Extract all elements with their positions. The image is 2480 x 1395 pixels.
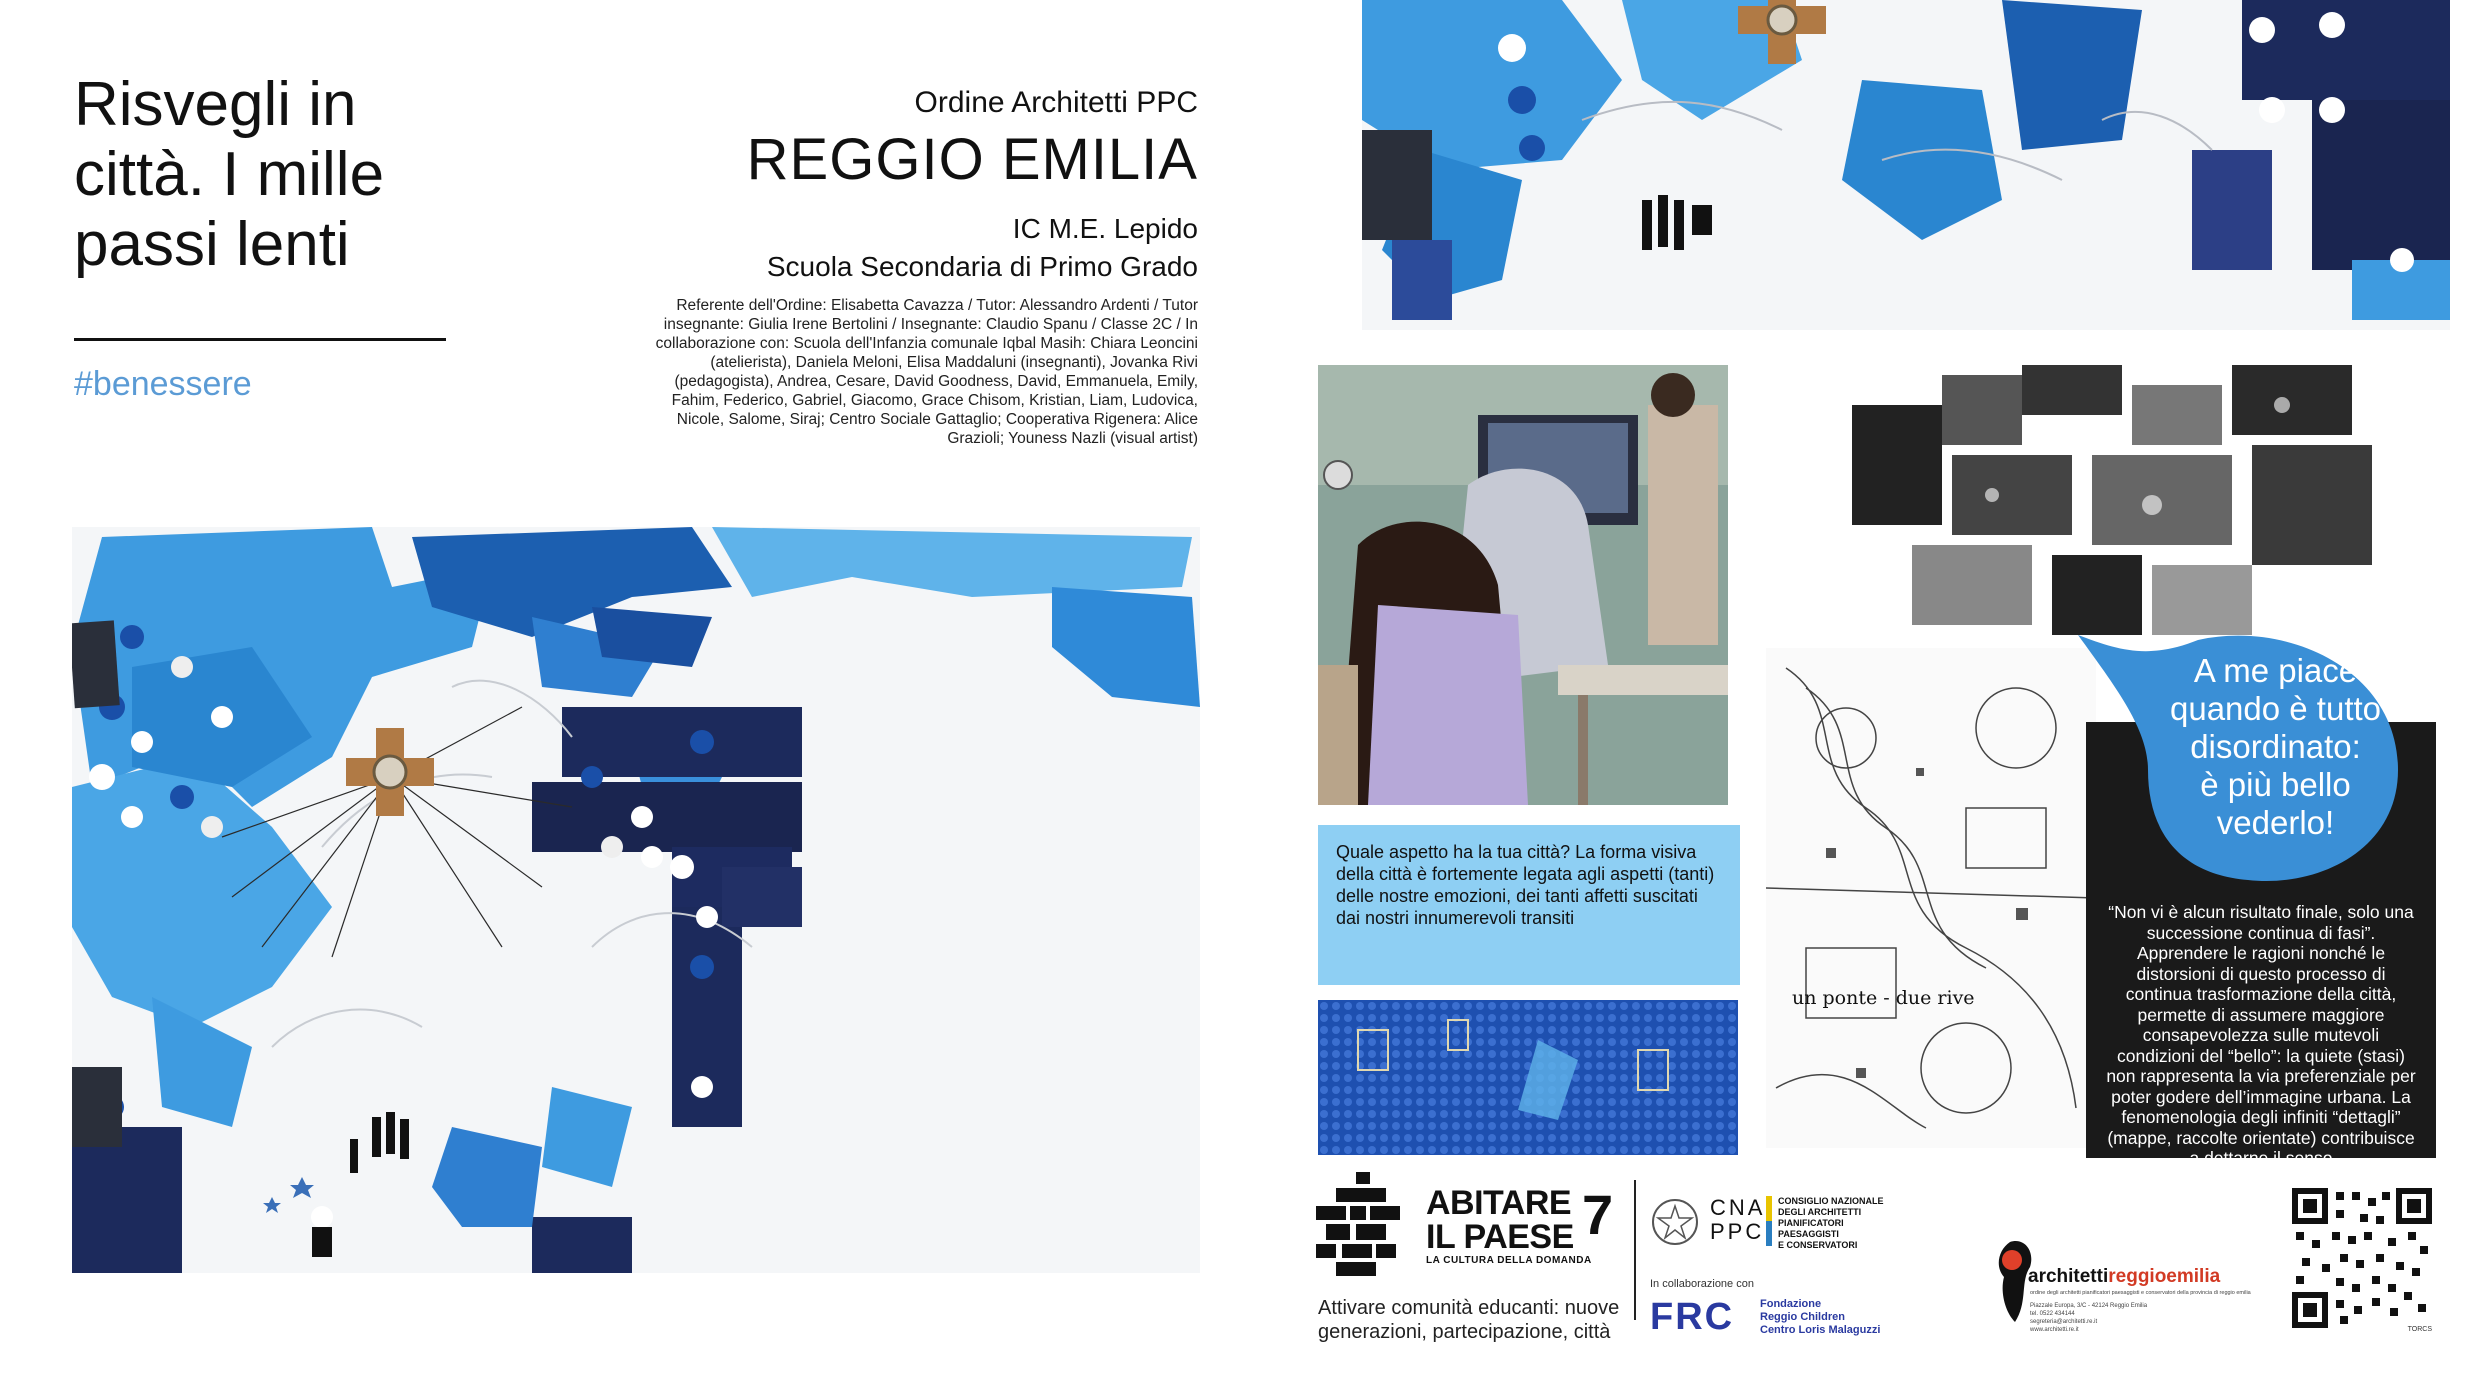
ar-addr1: Piazzale Europa, 3/C - 42124 Reggio Emilia: [2030, 1303, 2148, 1309]
school-heading: [620, 210, 1198, 286]
frc-logo: FRC: [1650, 1296, 1735, 1338]
cna-block: [1650, 1196, 1930, 1356]
cna-bottom: PPC: [1710, 1219, 1765, 1244]
cna-top: CNA: [1710, 1195, 1766, 1220]
cna-text2: DEGLI ARCHITETTI: [1778, 1207, 1862, 1217]
bubble-line2: quando è tutto: [2169, 690, 2382, 727]
abitare-line2: IL PAESE: [1426, 1218, 1574, 1256]
qr-code-icon: [2292, 1188, 2432, 1328]
cna-color-bar: [1766, 1196, 1772, 1246]
page-title: Risvegli in città. I mille passi lenti: [74, 70, 385, 279]
ar-addr4: www.architetti.re.it: [2030, 1327, 2079, 1333]
ar-addr2: tel. 0522 434144: [2030, 1311, 2075, 1317]
org-line1: Ordine Architetti PPC: [914, 86, 1198, 119]
bubble-line4: è più bello: [2200, 766, 2351, 803]
main-artwork: [72, 527, 1200, 1273]
frc-line2: Reggio Children: [1760, 1311, 1845, 1323]
footer-description: Attivare comunità educanti: nuove generazioni, partecipazione, città: [1318, 1297, 1620, 1343]
credits-text: Referente dell'Ordine: Elisabetta Cavazza / Tutor: Alessandro Ardenti / Tutor insegnante: Giulia Irene Bertolini / Insegnante: Claudio Spanu / Classe 2C / In collaborazione con: Scuola dell'Infanzia comunale Iqbal Masih: Chiara Leoncini (atelierista), Daniela Meloni, Elisa Maddaluni (insegnanti), Jovanka Rivi (pedagogista), Andrea, Cesare, David Goodness, David, Emmanuela, Emily, Fahim, Federico, Gabriel, Giacomo, Grace Chisom, Kristian, Liam, Ludovica, Nicole, Salome, Siraj; Centro Sociale Gattaglio; Cooperativa Rigenera: Alice Grazioli; Youness Nazli (visual artist): [655, 297, 1198, 447]
bubble-line1: A me piace: [2193, 652, 2358, 689]
hashtag: #benessere: [74, 365, 252, 403]
bubble-line3: disordinato:: [2190, 728, 2361, 765]
cna-text3: PIANIFICATORI: [1778, 1218, 1844, 1228]
qr-code[interactable]: [2292, 1188, 2432, 1333]
abitare-line1: ABITARE: [1426, 1184, 1572, 1222]
cna-text4: PAESAGGISTI: [1778, 1229, 1839, 1239]
org-heading: [620, 86, 1198, 193]
cna-text1: CONSIGLIO NAZIONALE: [1778, 1196, 1884, 1206]
title-rule: [74, 338, 446, 341]
ar-logo-a: architetti: [2028, 1266, 2109, 1287]
ar-sub: ordine degli architetti pianificatori paesaggisti e conservatori della provincia di reggio emilia: [2030, 1290, 2251, 1296]
bubble-wrap-photo: [1318, 1000, 1738, 1155]
architetti-re-logo: [1990, 1232, 2320, 1342]
quote-box: “Non vi è alcun risultato finale, solo una successione continua di fasi”. Apprendere le ragioni nonché le distorsioni di questo processo di continua trasformazione della città, permette di assumere maggiore consapevolezza sulle mutevoli condizioni del “bello”: la quiete (stasi) non rappresenta la via preferenziale per poter godere dell’immagine urbana. La fenomenologia degli infiniti “dettagli” (mappe, raccolte orientate) contribuisce a dettarne il senso: [2086, 722, 2436, 1158]
cna-text5: E CONSERVATORI: [1778, 1240, 1858, 1250]
ar-logo-b: reggioemilia: [2108, 1266, 2221, 1287]
school-line1: IC M.E. Lepido: [1012, 213, 1198, 244]
italian-emblem-icon: [1650, 1196, 1700, 1248]
frc-line1: Fondazione: [1760, 1298, 1822, 1310]
school-line2: Scuola Secondaria di Primo Grado: [766, 251, 1198, 282]
collab-label: In collaborazione con: [1650, 1278, 1754, 1290]
frc-line3: Centro Loris Malaguzzi: [1760, 1324, 1881, 1336]
info-box: Quale aspetto ha la tua città? La forma visiva della città è fortemente legata agli aspetti (tanti) delle nostre emozioni, dei tanti affetti suscitati dai nostri innumerevoli transiti: [1318, 825, 1740, 985]
map-drawing: [1766, 648, 2096, 1148]
classroom-photo: [1318, 365, 1728, 805]
bubble-line5: vederlo!: [2216, 804, 2335, 841]
map-caption: un ponte - due rive: [1792, 987, 1975, 1009]
print-artwork: [1852, 365, 2372, 645]
edition-number: 7: [1582, 1183, 1614, 1246]
abitare-mark-icon: [1316, 1172, 1436, 1282]
org-line2: REGGIO EMILIA: [746, 127, 1198, 192]
ar-addr3: segreteria@architetti.re.it: [2030, 1319, 2098, 1325]
speech-bubble: [2078, 630, 2398, 888]
top-artwork: [1362, 0, 2450, 330]
abitare-sub: LA CULTURA DELLA DOMANDA: [1426, 1255, 1592, 1266]
footer-divider: [1634, 1180, 1636, 1320]
qr-caption: TORCS: [2407, 1326, 2432, 1333]
